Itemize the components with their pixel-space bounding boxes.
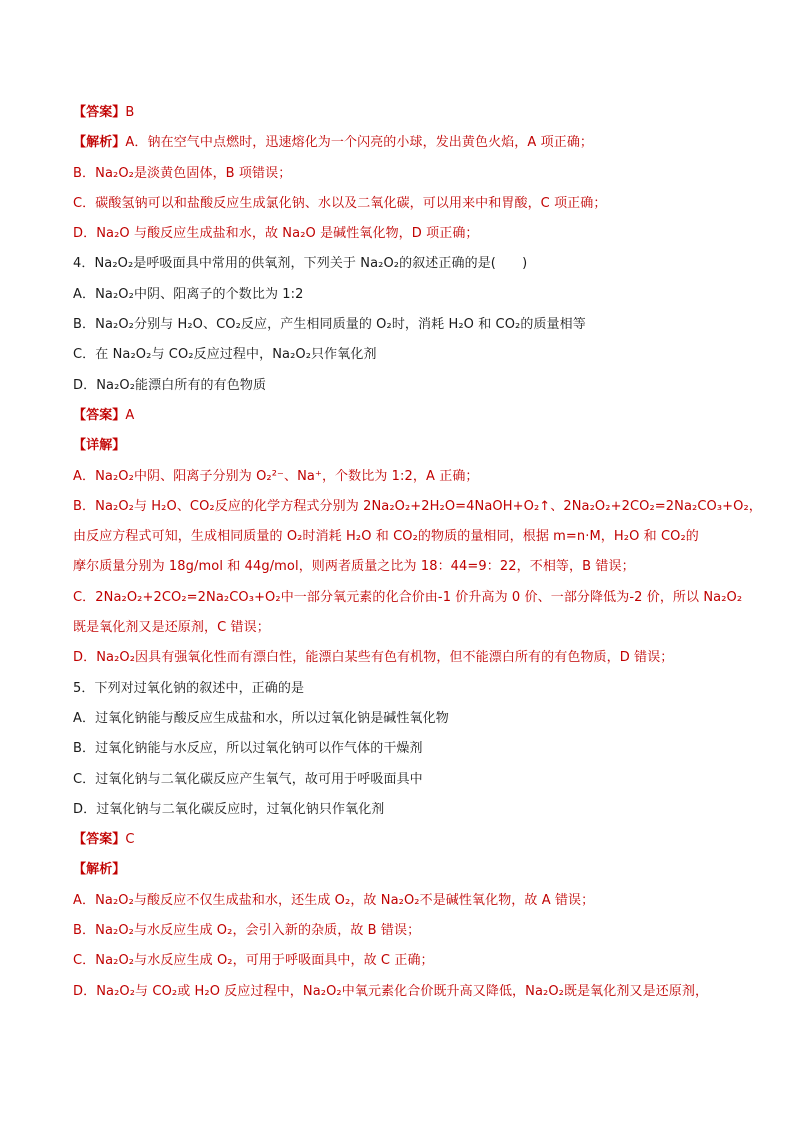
- question-option: A．过氧化钠能与酸反应生成盐和水，所以过氧化钠是碱性氧化物: [73, 710, 449, 726]
- detail-line: C．2Na₂O₂+2CO₂=2Na₂CO₃+O₂中一部分氧元素的化合价由-1 价升高为 0 价、一部分降低为-2 价，所以 Na₂O₂: [73, 589, 743, 605]
- analysis-line: D．Na₂O 与酸反应生成盐和水，故 Na₂O 是碱性氧化物，D 项正确；: [73, 226, 479, 242]
- question-option: C．在 Na₂O₂与 CO₂反应过程中，Na₂O₂只作氧化剂: [73, 347, 377, 363]
- analysis-line: C．碳酸氢钠可以和盐酸反应生成氯化钠、水以及二氧化碳，可以用来中和胃酸，C 项正确；: [73, 195, 607, 211]
- question-option: D．过氧化钠与二氧化碳反应时，过氧化钠只作氧化剂: [73, 801, 385, 817]
- detail-line: A．Na₂O₂中阴、阳离子分别为 O₂²⁻、Na⁺，个数比为 1:2，A 正确；: [73, 468, 479, 484]
- detail-line: 摩尔质量分别为 18g/mol 和 44g/mol，则两者质量之比为 18：44=9：22，不相等，B 错误；: [73, 559, 635, 575]
- detail-line: B．Na₂O₂与 H₂O、CO₂反应的化学方程式分别为 2Na₂O₂+2H₂O=4NaOH+O₂↑、2Na₂O₂+2CO₂=2Na₂CO₃+O₂，: [73, 498, 762, 514]
- analysis-tag: 【解析】: [73, 135, 126, 151]
- question-option: A．Na₂O₂中阴、阳离子的个数比为 1:2: [73, 286, 304, 302]
- analysis-line: A．Na₂O₂与酸反应不仅生成盐和水，还生成 O₂，故 Na₂O₂不是碱性氧化物，故 A 错误；: [73, 892, 595, 908]
- analysis-line: D．Na₂O₂与 CO₂或 H₂O 反应过程中，Na₂O₂中氧元素化合价既升高又降低，Na₂O₂既是氧化剂又是还原剂，: [73, 983, 709, 999]
- answer-text: C: [125, 832, 135, 848]
- document-page: [73, 98, 762, 1007]
- answer-line: [73, 401, 733, 431]
- question-stem: 4．Na₂O₂是呼吸面具中常用的供氧剂，下列关于 Na₂O₂的叙述正确的是( ): [73, 256, 528, 272]
- detail-line: D．Na₂O₂因具有强氧化性而有漂白性，能漂白某些有色有机物，但不能漂白所有的有色物质，D 错误；: [73, 650, 674, 666]
- analysis-line: [73, 128, 733, 158]
- analysis-line: B．Na₂O₂是淡黄色固体，B 项错误；: [73, 165, 292, 181]
- analysis-text: A．钠在空气中点燃时，迅速熔化为一个闪亮的小球，发出黄色火焰，A 项正确；: [125, 135, 594, 151]
- analysis-line: B．Na₂O₂与水反应生成 O₂，会引入新的杂质，故 B 错误；: [73, 923, 421, 939]
- answer-tag: 【答案】: [73, 832, 126, 848]
- answer-text: B: [125, 105, 135, 120]
- detail-heading: [73, 431, 733, 461]
- answer-line: [73, 98, 733, 128]
- answer-tag: 【答案】: [73, 407, 126, 423]
- question-option: B．过氧化钠能与水反应，所以过氧化钠可以作气体的干燥剂: [73, 741, 423, 757]
- analysis-line: C．Na₂O₂与水反应生成 O₂，可用于呼吸面具中，故 C 正确；: [73, 953, 434, 969]
- analysis-tag: 【解析】: [73, 862, 126, 878]
- answer-text: A: [125, 407, 135, 423]
- answer-tag: 【答案】: [73, 105, 126, 120]
- question-stem: 5．下列对过氧化钠的叙述中，正确的是: [73, 680, 305, 696]
- question-option: B．Na₂O₂分别与 H₂O、CO₂反应，产生相同质量的 O₂时，消耗 H₂O 和 CO₂的质量相等: [73, 317, 586, 333]
- detail-line: 由反应方程式可知，生成相同质量的 O₂时消耗 H₂O 和 CO₂的物质的量相同，根据 m=n·M，H₂O 和 CO₂的: [73, 529, 699, 545]
- analysis-heading: [73, 855, 733, 885]
- detail-tag: 【详解】: [73, 438, 126, 454]
- question-option: C．过氧化钠与二氧化碳反应产生氧气，故可用于呼吸面具中: [73, 771, 423, 787]
- answer-line: [73, 825, 733, 855]
- question-option: D．Na₂O₂能漂白所有的有色物质: [73, 377, 267, 393]
- detail-line: 既是氧化剂又是还原剂，C 错误；: [73, 620, 270, 636]
